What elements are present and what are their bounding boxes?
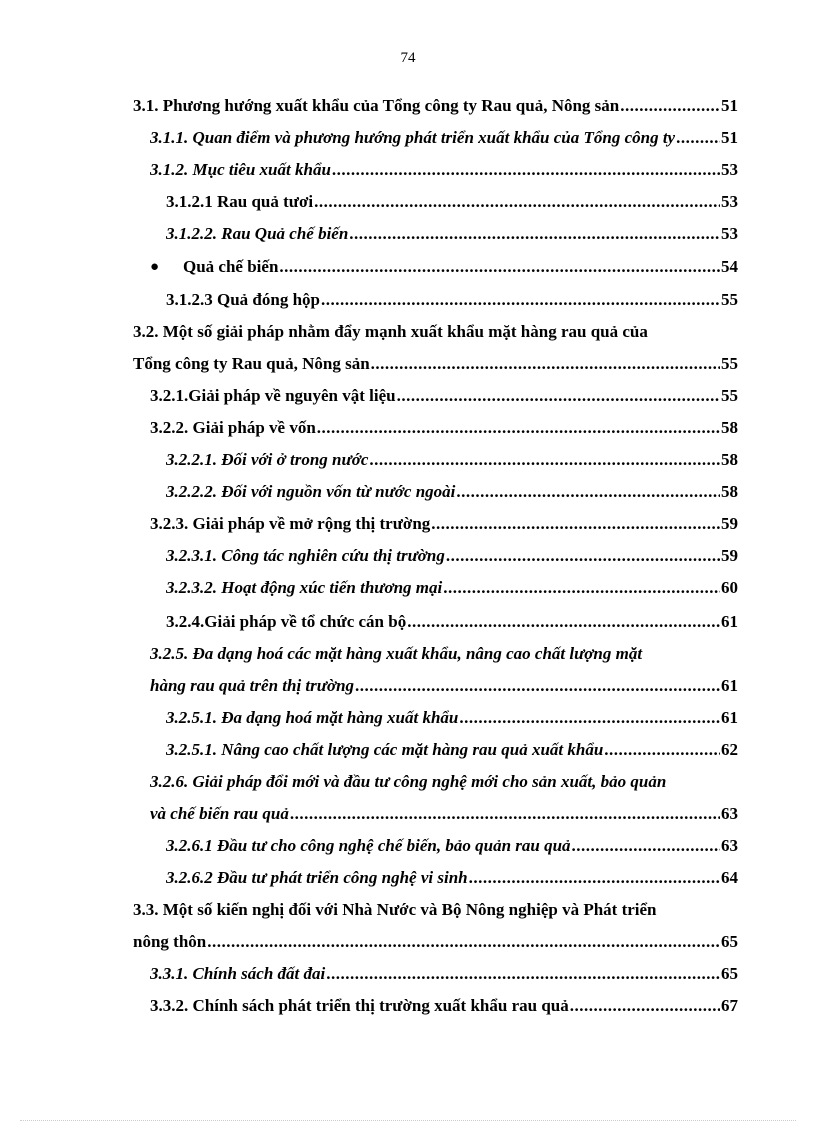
toc-entry-title: 3.2.1.Giải pháp về nguyên vật liệu (150, 386, 396, 405)
bullet-icon: ● (150, 259, 160, 275)
toc-entry-title: 3.2.3.2. Hoạt động xúc tiến thương mại (166, 578, 443, 597)
toc-entry-title: 3.1.2.3 Quả đóng hộp (166, 290, 320, 309)
dot-leader (326, 962, 720, 986)
toc-entry[interactable] (0, 448, 816, 480)
toc-entry-title: hàng rau quả trên thị trường (150, 676, 355, 695)
toc-entry[interactable] (0, 738, 816, 770)
dot-leader (620, 94, 720, 118)
toc-entry-row (166, 738, 738, 762)
toc-entry[interactable] (0, 994, 816, 1026)
toc-entry-row (166, 544, 738, 568)
toc-entry-row (166, 866, 738, 890)
toc-entry-page: 51 (721, 128, 738, 147)
toc-entry-row (150, 994, 738, 1018)
toc-entry-title: 3.1.2. Mục tiêu xuất khẩu (150, 160, 331, 179)
toc-entry-title: Quả chế biến (183, 257, 279, 276)
dot-leader (355, 674, 720, 698)
toc-entry-title: 3.2.5.1. Nâng cao chất lượng các mặt hàng rau quả xuất khẩu (166, 740, 604, 759)
toc-entry-row (150, 126, 738, 150)
toc-entry-page: 55 (721, 386, 738, 405)
dot-leader (207, 930, 720, 954)
dot-leader (290, 802, 720, 826)
toc-entry[interactable] (0, 288, 816, 320)
toc-entry-row (166, 190, 738, 214)
toc-entry-title: nông thôn (133, 932, 207, 951)
toc-entry-page: 51 (721, 96, 738, 115)
toc-entry-row (133, 94, 738, 118)
toc-entry-row (166, 706, 738, 730)
toc-entry[interactable] (0, 576, 816, 608)
toc-entry-row (166, 834, 738, 858)
toc-entry-row (150, 512, 738, 536)
toc-entry[interactable] (0, 512, 816, 544)
toc-entry-title: 3.3.1. Chính sách đất đai (150, 964, 326, 983)
toc-entry[interactable] (0, 158, 816, 190)
toc-entry-row (150, 962, 738, 986)
toc-entry-page: 61 (721, 676, 738, 695)
toc-entry[interactable] (0, 610, 816, 642)
toc-entry-title: 3.2.3.1. Công tác nghiên cứu thị trường (166, 546, 445, 565)
toc-entry-title: Tổng công ty Rau quả, Nông sản (133, 354, 370, 373)
dot-leader (572, 834, 720, 858)
toc-entry-page: 64 (721, 868, 738, 887)
toc-entry[interactable] (0, 384, 816, 416)
toc-entry-title-line1: 3.3. Một số kiến nghị đối với Nhà Nước và Bộ Nông nghiệp và Phát triển (133, 900, 657, 919)
toc-entry[interactable] (0, 544, 816, 576)
toc-entry-title: 3.1.2.2. Rau Quả chế biến (166, 224, 349, 243)
toc-entry-row (166, 448, 738, 472)
dot-leader (469, 866, 720, 890)
toc-entry-page: 53 (721, 160, 738, 179)
toc-entry-title: 3.1.1. Quan điểm và phương hướng phát triển xuất khẩu của Tổng công ty (150, 128, 676, 147)
toc-entry[interactable] (0, 898, 816, 962)
toc-entry-title: 3.2.2. Giải pháp về vốn (150, 418, 316, 437)
dot-leader (459, 706, 720, 730)
toc-entry-page: 63 (721, 804, 738, 823)
toc-entry-row (166, 610, 738, 634)
dot-leader (317, 416, 720, 440)
toc-entry[interactable] (0, 962, 816, 994)
toc-entry-title-line1: 3.2.6. Giải pháp đổi mới và đầu tư công nghệ mới cho sản xuất, bảo quản (150, 772, 667, 791)
toc-entry-title-line1: 3.2.5. Đa dạng hoá các mặt hàng xuất khẩu, nâng cao chất lượng mặt (150, 644, 643, 663)
toc-entry[interactable] (0, 416, 816, 448)
dot-leader (446, 544, 720, 568)
toc-entry[interactable] (0, 222, 816, 254)
toc-entry-title: và chế biến rau quả (150, 804, 289, 823)
toc-entry-title: 3.2.6.2 Đầu tư phát triển công nghệ vi sinh (166, 868, 468, 887)
toc-entry-row (133, 930, 738, 954)
toc-entry-row (183, 255, 738, 279)
toc-entry-page: 62 (721, 740, 738, 759)
toc-entry[interactable] (0, 770, 816, 834)
toc-entry[interactable] (0, 834, 816, 866)
toc-entry-title: 3.2.2.2. Đối với nguồn vốn từ nước ngoài (166, 482, 456, 501)
toc-entry-row (166, 480, 738, 504)
page-number: 74 (400, 50, 416, 66)
dot-leader (456, 480, 720, 504)
dot-leader (349, 222, 720, 246)
toc-entry-row (150, 384, 738, 408)
toc-entry-row (166, 288, 738, 312)
toc-entry-row (150, 802, 738, 826)
toc-entry-title: 3.2.6.1 Đầu tư cho công nghệ chế biến, bảo quản rau quả (166, 836, 571, 855)
toc-entry[interactable] (0, 642, 816, 706)
toc-entry-page: 65 (721, 932, 738, 951)
toc-entry[interactable] (0, 866, 816, 898)
toc-entry-title: 3.2.4.Giải pháp về tổ chức cán bộ (166, 612, 407, 631)
dot-leader (431, 512, 720, 536)
toc-entry-title: 3.2.5.1. Đa dạng hoá mặt hàng xuất khẩu (166, 708, 459, 727)
toc-entry[interactable] (0, 190, 816, 222)
toc-entry[interactable] (0, 126, 816, 158)
toc-entry-page: 60 (721, 578, 738, 597)
dot-leader (570, 994, 720, 1018)
toc-entry-row (166, 222, 738, 246)
toc-entry-page: 58 (721, 418, 738, 437)
toc-entry-page: 53 (721, 224, 738, 243)
toc-entry-title: 3.1.2.1 Rau quả tươi (166, 192, 314, 211)
dot-leader (279, 255, 720, 279)
toc-entry-page: 55 (721, 290, 738, 309)
toc-entry-title-line1: 3.2. Một số giải pháp nhằm đẩy mạnh xuất khẩu mặt hàng rau quả của (133, 322, 648, 341)
toc-entry-row (133, 352, 738, 376)
toc-entry-row (150, 158, 738, 182)
dot-leader (371, 352, 720, 376)
toc-entry-page: 67 (721, 996, 738, 1015)
toc-entry-title: 3.3.2. Chính sách phát triển thị trường xuất khẩu rau quả (150, 996, 569, 1015)
toc-entry[interactable] (0, 320, 816, 384)
toc-entry-page: 63 (721, 836, 738, 855)
dot-leader (321, 288, 720, 312)
page-bottom-divider (20, 1120, 796, 1121)
toc-entry-row (166, 576, 738, 600)
toc-entry-title: 3.2.3. Giải pháp về mở rộng thị trường (150, 514, 431, 533)
dot-leader (397, 384, 720, 408)
dot-leader (369, 448, 720, 472)
dot-leader (332, 158, 720, 182)
toc-entry[interactable] (0, 480, 816, 512)
dot-leader (407, 610, 720, 634)
toc-entry-page: 65 (721, 964, 738, 983)
toc-entry[interactable] (0, 255, 816, 287)
toc-entry-page: 61 (721, 612, 738, 631)
dot-leader (314, 190, 720, 214)
toc-entry-page: 61 (721, 708, 738, 727)
toc-entry[interactable] (0, 706, 816, 738)
toc-entry-page: 58 (721, 482, 738, 501)
toc-entry[interactable] (0, 94, 816, 126)
toc-entry-title: 3.2.2.1. Đối với ở trong nước (166, 450, 369, 469)
toc-entry-page: 59 (721, 514, 738, 533)
toc-entry-page: 54 (721, 257, 738, 276)
toc-entry-page: 55 (721, 354, 738, 373)
dot-leader (604, 738, 720, 762)
toc-entry-title: 3.1. Phương hướng xuất khẩu của Tổng công ty Rau quả, Nông sản (133, 96, 620, 115)
toc-entry-row (150, 674, 738, 698)
toc-entry-page: 53 (721, 192, 738, 211)
dot-leader (676, 126, 720, 150)
toc-entry-row (150, 416, 738, 440)
toc-entry-page: 58 (721, 450, 738, 469)
toc-entry-page: 59 (721, 546, 738, 565)
dot-leader (443, 576, 720, 600)
